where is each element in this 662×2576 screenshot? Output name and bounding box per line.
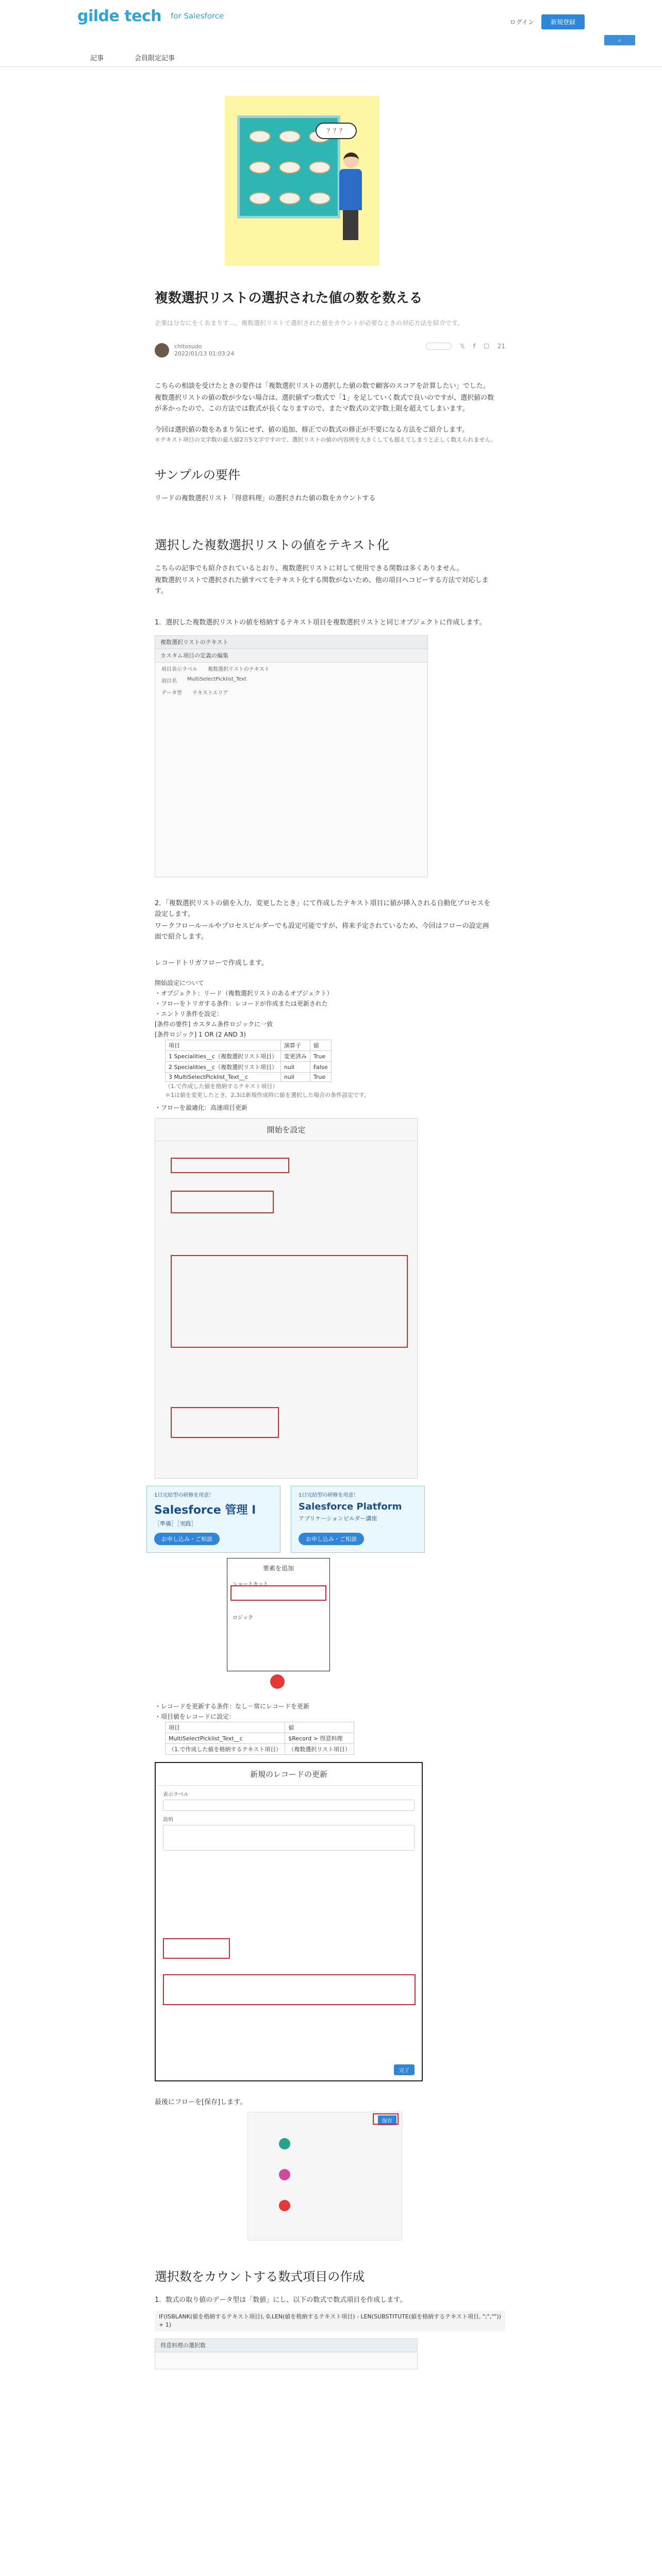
- formula-code: IF(ISBLANK(値を格納するテキスト項目), 0,LEN(値を格納するテキスト項目) - LEN(SUBSTITUTE(値を格納するテキスト項目, ";","")) + 1): [155, 2311, 505, 2331]
- ad-banners: [155, 1486, 505, 1553]
- flow-canvas: [247, 2112, 402, 2241]
- step2-text: 2．「複数選択リストの値を入力、変更したとき」にて作成したテキスト項目に値が挿入される自動化プロセスを設定します。: [155, 900, 491, 918]
- highlight-trigger: [171, 1191, 274, 1213]
- highlight-conditions: [171, 1255, 408, 1348]
- post-date: 2022/01/13 01:03:24: [174, 350, 235, 357]
- article-title: 複数選択リストの選択された値の数を数える: [155, 291, 423, 306]
- speech-bubble: ？？？: [316, 123, 357, 139]
- start-node-icon[interactable]: [279, 2138, 290, 2149]
- update-modal-title: 新規のレコードの更新: [156, 1763, 422, 1786]
- bullet-update-cond: ・レコードを更新する条件：なし－常にレコードを更新: [155, 1703, 310, 1710]
- site-header: [0, 0, 662, 32]
- author-block: [174, 343, 234, 358]
- ad-apply-button[interactable]: お申し込み・ご相談: [299, 1533, 364, 1545]
- highlight-object: [171, 1158, 289, 1173]
- count-heading: 選択数をカウントする数式項目の作成: [155, 2269, 365, 2284]
- flow-canvas-screenshot: [155, 2112, 505, 2246]
- shot1-header: カスタム項目の定義の編集: [155, 649, 427, 663]
- main-nav: [0, 48, 662, 67]
- done-button[interactable]: 完了: [394, 2064, 415, 2075]
- header-actions: [510, 14, 585, 29]
- table-row: 3 MultiSelectPicklist_Text__c null True: [166, 1073, 332, 1082]
- save-note: 最後にフローを[保存]します。: [155, 2098, 247, 2106]
- login-link[interactable]: ログイン: [509, 19, 534, 26]
- facebook-icon[interactable]: f: [473, 343, 475, 350]
- bullet-entry: ・エントリ条件を設定：: [155, 1010, 223, 1018]
- site-logo[interactable]: gilde tech: [77, 7, 162, 25]
- highlight-optimize: [171, 1407, 279, 1438]
- start-cond-title: 開始設定について: [155, 979, 204, 987]
- flow-heading: レコードトリガフローで作成します。: [155, 959, 268, 967]
- field-definition-screenshot: 複数選択リストのテキスト カスタム項目の定義の編集 項目表示ラベル 複数選択リストのテキスト 項目名 MultiSelectPicklist_Text データ型 テキストエリア: [155, 635, 428, 877]
- ad-apply-button[interactable]: お申し込み・ご相談: [154, 1533, 220, 1545]
- convert-text: こちらの記事でも紹介されているとおり、複数選択リストに対して使用できる関数は多くありません。: [155, 565, 464, 572]
- add-element-screenshot: [155, 1558, 505, 1692]
- end-node-icon[interactable]: [279, 2200, 290, 2211]
- intro-paragraph: こちらの相談を受けたときの要件は「複数選択リストの選択した値の数で顧客のスコアを計算したい」でした。: [155, 382, 490, 390]
- like-count: 21: [497, 343, 505, 350]
- table-row: （1.で作成した値を格納するテキスト項目） （複数選択リスト項目）: [166, 1744, 354, 1755]
- flow-start-screenshot: [155, 1118, 418, 1479]
- ad-banner-platform[interactable]: 1日完結型の研修を用意！ Salesforce Platform アプリケーションビルダー講座 お申し込み・ご相談: [291, 1486, 425, 1553]
- count-text: 1．数式の取り値のデータ型は「数値」にし、以下の数式で数式項目を作成します。: [155, 2296, 407, 2304]
- article: [155, 96, 505, 2369]
- table-row: MultiSelectPicklist_Text__c $Record > 得意料理: [166, 1733, 354, 1744]
- step1-text: 1．選択した複数選択リストの値を格納するテキスト項目を複数選択リストと同じオブジェクトに作成します。: [155, 619, 486, 626]
- author-name[interactable]: chitosudo: [174, 343, 202, 350]
- end-node-icon: [270, 1674, 285, 1689]
- cond-header-op: 演算子: [280, 1040, 310, 1051]
- search-button[interactable]: [604, 35, 635, 45]
- bookmark-icon[interactable]: ☐: [483, 343, 489, 350]
- count-field-screenshot: [155, 2338, 418, 2369]
- flow-modal-title: 開始を設定: [155, 1118, 417, 1141]
- sample-heading: サンプルの要件: [155, 468, 240, 482]
- shot1-title: 複数選択リストのテキスト: [155, 636, 427, 649]
- nav-item-members[interactable]: 会員限定記事: [135, 55, 175, 62]
- cond-footnote: ＊1は値を変更したとき、2,3は新規作成時に値を選択した場合の条件設定です。: [165, 1092, 370, 1098]
- highlight-save: [373, 2113, 399, 2125]
- update-bullets: [155, 1701, 505, 1722]
- intro-paragraph-3: 今回は選択値の数をあまり気にせず、値の追加、修正での数式の修正が不要になる方法をご紹介します。: [155, 426, 469, 434]
- signup-button[interactable]: 新規登録: [541, 14, 585, 29]
- cond-header-value: 値: [310, 1040, 331, 1051]
- count-shot-title: 得意料理の選択数: [155, 2339, 417, 2352]
- add-element-panel: 要素を追加 ショートカット ロジック: [227, 1558, 330, 1671]
- start-conditions: [155, 978, 505, 1040]
- bullet-set-values: ・項目値をレコードに設定：: [155, 1713, 236, 1720]
- highlight-condition: [163, 1938, 230, 1959]
- cond-header-field: 項目: [166, 1040, 281, 1051]
- twitter-icon[interactable]: 𝕏: [460, 343, 465, 350]
- bullet-object: ・オブジェクト：リード（複数選択リストのあるオブジェクト）: [155, 990, 333, 997]
- bullet-optimize: ・フローを最適化：高速項目更新: [155, 1104, 248, 1111]
- update-record-screenshot: 新規のレコードの更新 表示ラベル 説明 完了: [155, 1762, 423, 2081]
- step2b-text: ワークフロールールやプロセスビルダーでも設定可能ですが、将来予定されているため、今回はフローの設定画面で紹介します。: [155, 922, 489, 941]
- search-icon: ⌕: [618, 37, 622, 44]
- highlight-update-record: [230, 1585, 326, 1601]
- sample-text: リードの複数選択リスト「得意料理」の選択された値の数をカウントする: [155, 495, 376, 502]
- update-node-icon[interactable]: [279, 2169, 290, 2180]
- hatena-button[interactable]: [426, 343, 452, 350]
- bullet-trigger: ・フローをトリガする条件：レコードが作成または更新された: [155, 1000, 328, 1007]
- convert-heading: 選択した複数選択リストの値をテキスト化: [155, 538, 390, 552]
- condition-table: [165, 1040, 332, 1082]
- article-lead: 企業は分なにをくあまりす…。複数選択リストで選択された値をカウントが必要なときの対応方法を紹介です。: [155, 319, 464, 327]
- intro-note: ＊テキスト項目の文字数の最大値2万5文字ですので、選択リストの値の内容例を大きくしても超えてしまうと正しく数えられません。: [155, 436, 496, 443]
- site-logo-sub: for Salesforce: [171, 11, 224, 21]
- search-row: [0, 32, 662, 48]
- article-meta: [155, 343, 505, 358]
- convert-text-2: 複数選択リストで選択された値すべてをテキスト化する関数がないため、他の項目へコピーする方法で対応します。: [155, 577, 489, 595]
- set-values-table: 項目 値 MultiSelectPicklist_Text__c $Record > 得意料理 （1.で作成した値を格納するテキスト項目） （複数選択リスト項目）: [165, 1722, 354, 1755]
- person-illustration: [339, 152, 362, 240]
- bullet-logic: [条件ロジック] 1 OR (2 AND 3): [155, 1031, 246, 1038]
- table-row: 2 Specialities__c（複数選択リスト項目） null False: [166, 1062, 332, 1073]
- cond-row-note: （1.で作成した値を格納するテキスト項目）: [165, 1083, 278, 1090]
- avatar[interactable]: [155, 343, 169, 358]
- flow-save-button[interactable]: 保存: [378, 2115, 396, 2125]
- nav-item-articles[interactable]: 記事: [90, 55, 104, 62]
- ad-banner-admin[interactable]: 1日完結型の研修を用意！ Salesforce 管理 I ［準備］［実践］ お申し込み・ご相談: [146, 1486, 280, 1553]
- table-row: 1 Specialities__c（複数選択リスト項目） 変更済み True: [166, 1051, 332, 1062]
- intro-paragraph-2: 複数選択リストの値の数が少ない場合は、選択値ずつ数式で「1」を足していく数式で良いのですが、選択値の数が多かったので、この方法では数式が長くなりますので、またマ数式の文字数上限を超えてしまいます。: [155, 394, 494, 413]
- hero-image: [225, 96, 379, 266]
- share-bar: [426, 343, 505, 350]
- highlight-field-values: [163, 1974, 416, 2005]
- bullet-requirement: [条件の要件] カスタム条件ロジックに一致: [155, 1021, 273, 1028]
